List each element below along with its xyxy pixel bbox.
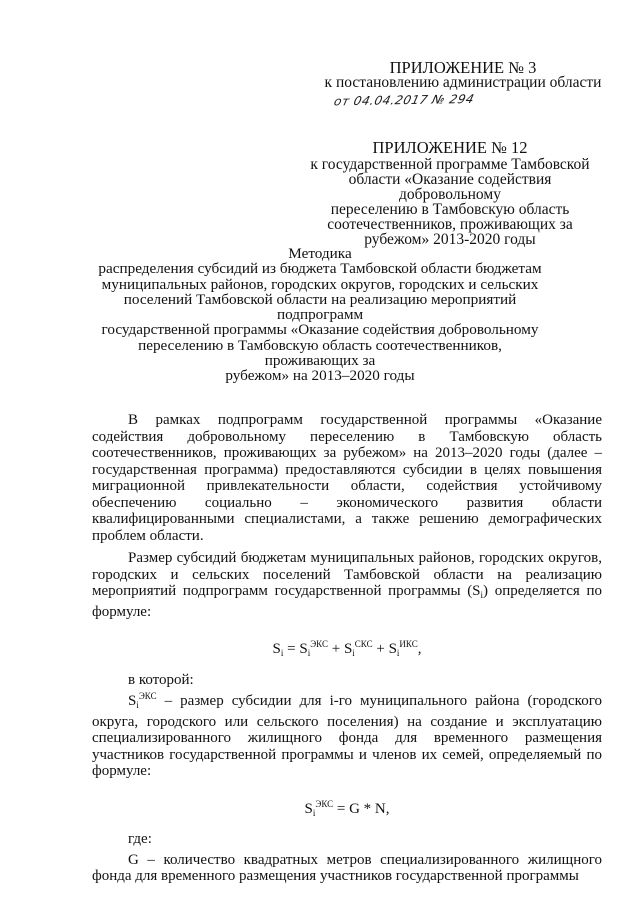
appendix3-title: ПРИЛОЖЕНИЕ № 3 <box>389 58 537 77</box>
appendix3-block <box>318 60 608 90</box>
paragraph-intro: В рамках подпрограмм государственной программы «Оказание содействия добровольному переселению в Тамбовскую область соотечественников, проживающих за рубежом» на 2013–2020 годы (далее – государственная программа) предоставляются субсидии в целях повышения миграционной привлекательности области, содействия устойчивому обеспечению социально – экономического развития области квалифицированными специалистами, а также решению демографических проблем области. <box>92 412 602 544</box>
methodology-line: поселений Тамбовской области на реализацию мероприятий подпрограмм <box>123 290 517 324</box>
formula-total-subsidy: $S_i = S_i^{ЭКС} + S_i^{СКС} + S_i^{ИКС}$, <box>272 639 422 658</box>
handwritten-date-signature: от 04.04.2017 № 294 <box>332 91 476 109</box>
appendix12-line: соотечественников, проживающих за <box>327 216 573 233</box>
in-which-label: в которой: <box>128 671 194 688</box>
appendix12-line: области «Оказание содействия добровольному <box>348 171 552 203</box>
paragraph-subsidy-size-text-end: ) определяется по формуле: <box>92 583 602 620</box>
paragraph-subsidy-size <box>92 550 602 620</box>
subscript-i: i <box>480 590 484 600</box>
methodology-line: распределения субсидий из бюджета Тамбовской области бюджетам <box>98 260 542 278</box>
paragraph-subsidy-size-text: Размер субсидий бюджетам муниципальных районов, городских округов, городских и сельских поселений Тамбовской области на реализацию мероприятий подпрограмм государственной программы (S <box>92 550 602 599</box>
methodology-line: государственной программы «Оказание содействия добровольному <box>101 321 539 339</box>
formula-eks-rhs: = G * N, <box>336 800 390 817</box>
appendix3-subtitle: к постановлению администрации области <box>324 74 602 91</box>
paragraph-eks-definition: $S_i^{ЭКС}$ – размер субсидии для i-го муниципального района (городского округа, городского или сельского поселения) на создание и эксплуатацию специализированного жилищного фонда для временного размещения участников государственной программы и членов их семей, определяемый по формуле: <box>92 691 602 779</box>
methodology-line: муниципальных районов, городских округов, городских и сельских <box>101 275 539 293</box>
eks-definition-text: – размер субсидии для i-го муниципального района (городского округа, городского или сельского поселения) на создание и эксплуатацию специализированного жилищного фонда для временного размещения участников государственной программы и членов их семей, определяемый по формуле: <box>92 693 602 779</box>
methodology-title-block <box>90 246 550 384</box>
paragraph-g-definition: G – количество квадратных метров специализированного жилищного фонда для временного размещения участников государственной программы <box>92 851 602 884</box>
formula-eks: $S_i^{ЭКС} = G * N$, <box>304 798 390 818</box>
where-label: где: <box>128 831 152 847</box>
methodology-line: рубежом» на 2013–2020 годы <box>225 367 415 385</box>
appendix12-line: переселению в Тамбовскую область <box>330 201 570 218</box>
appendix12-line: рубежом» 2013-2020 годы <box>364 231 536 248</box>
methodology-line: переселению в Тамбовскую область соотечественников, проживающих за <box>138 336 502 370</box>
appendix12-line: к государственной программе Тамбовской <box>310 156 590 173</box>
document-body <box>92 412 602 885</box>
methodology-heading: Методика <box>288 245 352 262</box>
appendix12-block <box>305 140 595 247</box>
appendix12-title: ПРИЛОЖЕНИЕ № 12 <box>372 138 528 157</box>
